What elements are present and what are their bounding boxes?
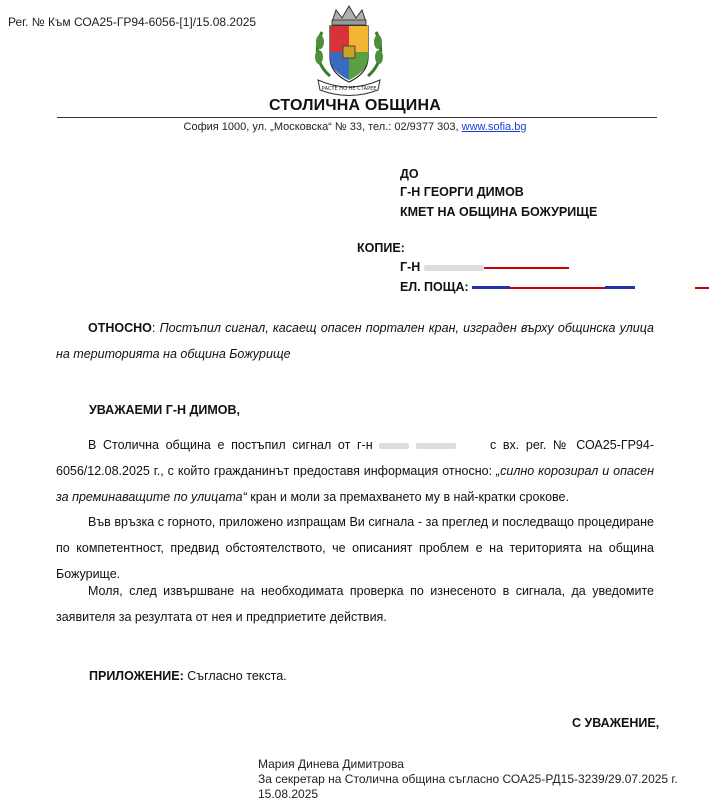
p1-middle: с вх. рег. № СОА25-ГР94-6056/12.08.2025 г., с който гражданинът предоставя информация относно:	[56, 438, 654, 478]
subject: ОТНОСНО: Постъпил сигнал, касаещ опасен портален кран, изграден върху общинска улица на територията на община Божурище	[56, 321, 654, 361]
recipient-title: КМЕТ НА ОБЩИНА БОЖУРИЩЕ	[400, 205, 598, 219]
body-paragraph-3	[56, 578, 654, 630]
copies-email	[400, 280, 709, 294]
sofia-coat-of-arms-icon	[308, 2, 390, 98]
recipient-name: Г-Н ГЕОРГИ ДИМОВ	[400, 185, 524, 199]
p1-end: кран и моли за премахването му в най-кратки срокове.	[246, 490, 569, 504]
copies-label: КОПИЕ:	[357, 241, 405, 255]
copies-person-prefix: Г-Н	[400, 260, 421, 274]
copies-person	[400, 260, 569, 274]
p2-text: Във връзка с горното, приложено изпращам Ви сигнала - за преглед и последващо процедиране по компетентност, предвид обстоятелството, че описаният проблем е на територията на община Божурище.	[56, 515, 654, 581]
signatory-role: За секретар на Столична община съгласно СОА25-РД15-3239/29.07.2025 г.	[258, 772, 678, 786]
p1-quote: „силно корозирал и опасен за преминаващите по улицата“	[56, 464, 654, 504]
address-line	[0, 121, 710, 133]
signature-date: 15.08.2025	[258, 787, 319, 801]
attachment	[89, 663, 287, 689]
p1-start: В Столична община е постъпил сигнал от г-н	[88, 438, 373, 452]
closing: С УВАЖЕНИЕ,	[572, 716, 660, 730]
subject-label: ОТНОСНО	[88, 321, 152, 335]
redaction-mark	[605, 286, 635, 289]
svg-text:РАСТЕ НО НЕ СТАРЕЕ: РАСТЕ НО НЕ СТАРЕЕ	[321, 86, 377, 92]
website-link[interactable]: www.sofia.bg	[461, 121, 527, 133]
redaction-mark	[695, 287, 709, 289]
redaction-mark	[472, 286, 510, 289]
redaction-mark	[424, 265, 484, 271]
subject-text: Постъпил сигнал, касаещ опасен портален кран, изграден върху общинска улица на територията на община Божурище	[56, 321, 654, 361]
redaction-mark	[379, 443, 409, 449]
header-divider	[57, 117, 657, 118]
copies-email-label: ЕЛ. ПОЩА:	[400, 280, 469, 294]
to-label: ДО	[400, 167, 419, 181]
signatory-name: Мария Динева Димитрова	[258, 757, 404, 771]
salutation: УВАЖАЕМИ Г-Н ДИМОВ,	[89, 403, 241, 417]
address-text: София 1000, ул. „Московска“ № 33, тел.: 02/9377 303,	[183, 121, 462, 133]
organization-name: СТОЛИЧНА ОБЩИНА	[269, 97, 441, 114]
attachment-label: ПРИЛОЖЕНИЕ:	[89, 669, 184, 683]
redaction-mark	[416, 443, 456, 449]
p3-text: Моля, след извършване на необходимата проверка по изнесеното в сигнала, да уведомите заявителя за резултата от нея и предприетите действия.	[56, 584, 654, 624]
attachment-text: Съгласно текста.	[187, 669, 287, 683]
redaction-mark	[484, 267, 569, 269]
body-paragraph-2	[56, 509, 654, 587]
registration-number: Рег. № Към СОА25-ГР94-6056-[1]/15.08.2025	[8, 15, 257, 29]
redaction-mark	[510, 287, 605, 289]
body-paragraph-1	[56, 432, 654, 510]
